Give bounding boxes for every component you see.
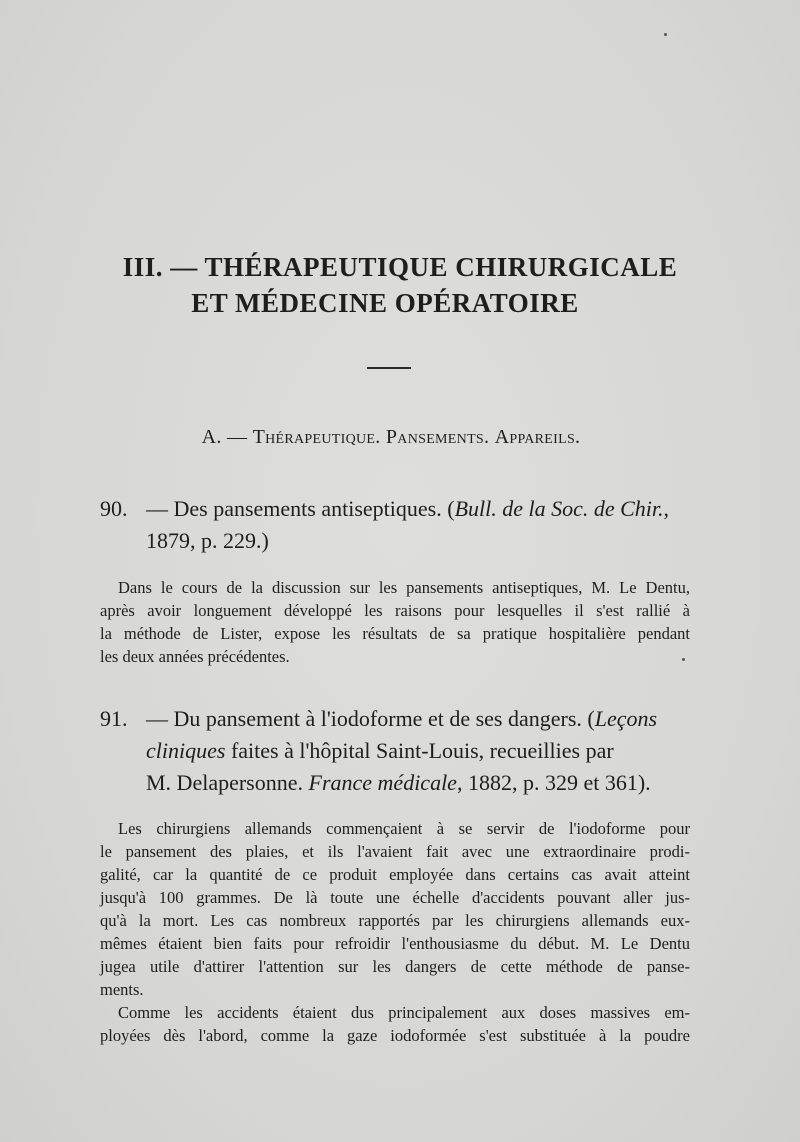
- entry-91-body-line: Comme les accidents étaient dus principalement aux doses massives em-: [118, 1003, 690, 1022]
- entry-90-comma: ,: [663, 496, 670, 521]
- entry-90-body: [100, 576, 690, 668]
- entry-91-body: [100, 817, 690, 1047]
- entry-90-body-line: la méthode de Lister, expose les résultats de sa pratique hospitalière pendant: [100, 624, 690, 643]
- entry-91-title: [100, 703, 700, 799]
- entry-91-citation: , 1882, p. 329 et 361).: [456, 770, 651, 795]
- title-divider: [367, 367, 411, 369]
- entry-91-body-line: le pansement des plaies, et ils l'avaient fait avec une extraordinaire prodi-: [100, 842, 690, 861]
- entry-91-body-line: ployées dès l'abord, comme la gaze iodoformée s'est substituée à la poudre: [100, 1026, 690, 1045]
- entry-90-title-line-1: [100, 493, 700, 525]
- entry-91-title-line-2-text: faites à l'hôpital Saint-Louis, recueillies par: [225, 738, 614, 763]
- section-title-line-2: ET MÉDECINE OPÉRATOIRE: [191, 288, 579, 318]
- entry-91-body-line: qu'à la mort. Les cas nombreux rapportés par les chirurgiens allemands eux-: [100, 911, 690, 930]
- entry-90-title: [100, 493, 700, 557]
- entry-91-body-line: Les chirurgiens allemands commençaient à se servir de l'iodoforme pour: [118, 819, 690, 838]
- entry-91-title-line-2: [100, 735, 700, 767]
- entry-91-title-line-1: [100, 703, 700, 735]
- entry-91-author: M. Delapersonne.: [146, 770, 309, 795]
- entry-91-title-line-3: [100, 767, 700, 799]
- entry-91-lecons: Leçons: [594, 706, 658, 731]
- section-title-line-1: III. — THÉRAPEUTIQUE CHIRURGICALE: [122, 252, 678, 282]
- entry-90-journal: Bull. de la Soc. de Chir.: [454, 496, 664, 521]
- entry-number: 90.: [100, 496, 128, 521]
- entry-90-body-line: les deux années précédentes.: [100, 647, 290, 666]
- entry-90-body-line: après avoir longuement développé les raisons pour lesquelles il s'est rallié à: [100, 601, 690, 620]
- paper-speck: [682, 658, 685, 661]
- subsection-heading: [0, 426, 782, 449]
- entry-91-body-line: jugea utile d'attirer l'attention sur les dangers de cette méthode de panse-: [100, 957, 690, 976]
- entry-91-title-text: — Du pansement à l'iodoforme et de ses dangers. (: [146, 706, 595, 731]
- subsection-word-2: Pansements.: [385, 426, 490, 448]
- entry-91-journal: France médicale: [308, 770, 457, 795]
- entry-91-body-line: ments.: [100, 980, 144, 999]
- entry-91-body-line: mêmes étaient bien faits pour refroidir l'enthousiasme du début. M. Le Dentu: [100, 934, 690, 953]
- entry-91-cliniques: cliniques: [146, 738, 226, 763]
- entry-90-title-text: — Des pansements antiseptiques. (: [146, 496, 455, 521]
- entry-91-body-line: galité, car la quantité de ce produit employée dans certains cas avait atteint: [100, 865, 690, 884]
- entry-90-title-line-2: 1879, p. 229.): [146, 528, 269, 553]
- entry-90-body-line: Dans le cours de la discussion sur les pansements antiseptiques, M. Le Dentu,: [118, 578, 690, 597]
- subsection-prefix: A. —: [201, 426, 253, 448]
- subsection-word-3: Appareils.: [494, 426, 581, 448]
- subsection-word-1: Thérapeutique.: [252, 426, 381, 448]
- entry-number: 91.: [100, 706, 128, 731]
- paper-speck: [664, 33, 667, 36]
- entry-91-body-line: jusqu'à 100 grammes. De là toute une échelle d'accidents pouvant aller jus-: [100, 888, 690, 907]
